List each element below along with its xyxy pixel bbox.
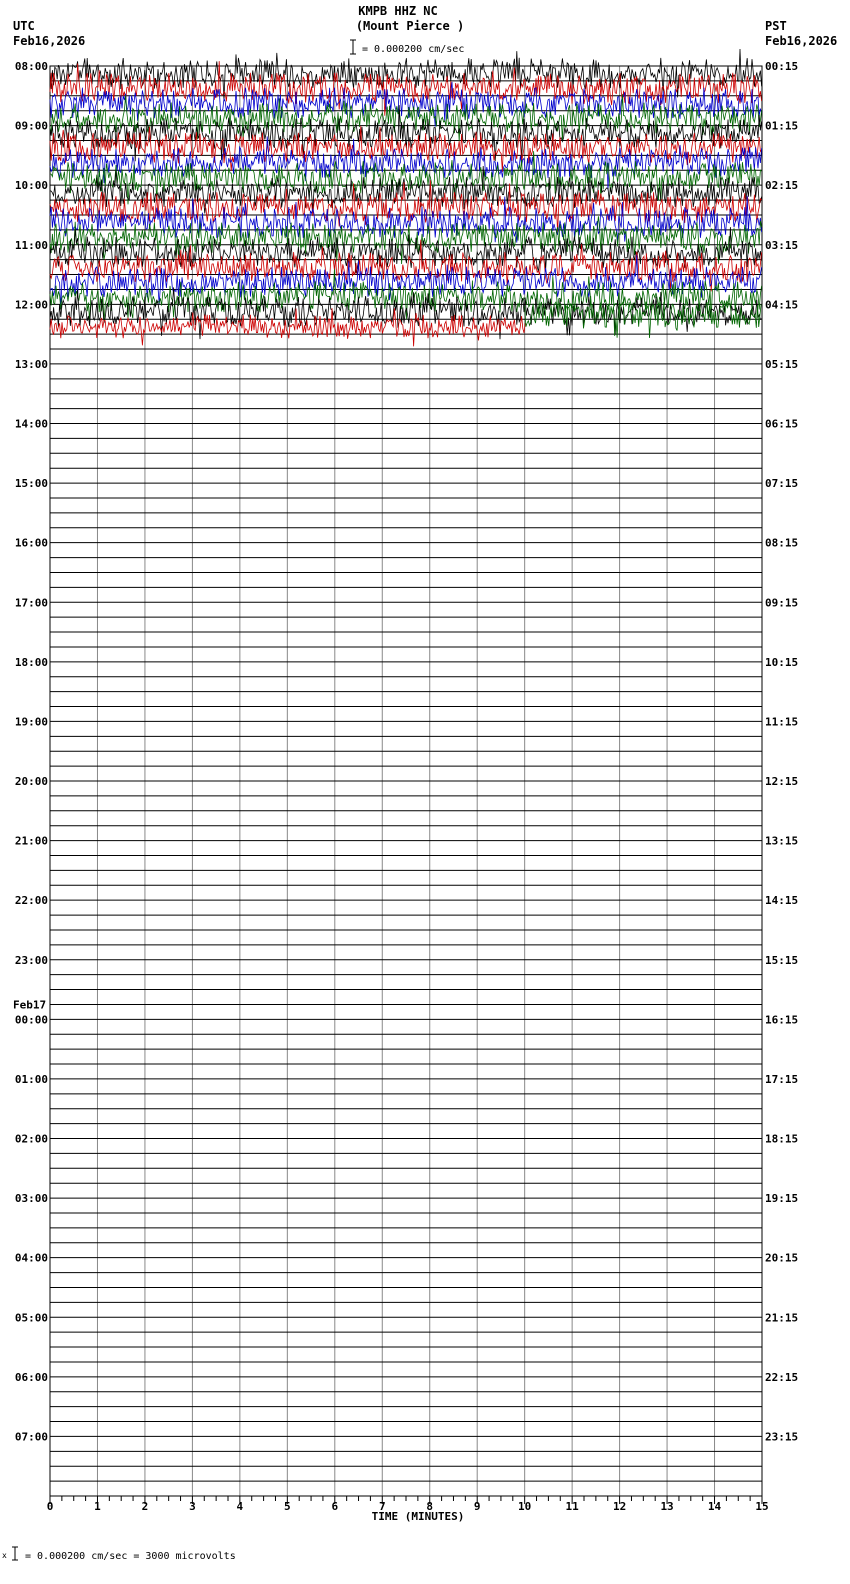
x-tick-label: 6 xyxy=(331,1500,339,1513)
x-tick-label: 15 xyxy=(755,1500,769,1513)
pst-hour-label: 14:15 xyxy=(765,894,799,908)
x-tick-label: 0 xyxy=(46,1500,54,1513)
pst-hour-label: 03:15 xyxy=(765,238,799,252)
x-tick-label: 9 xyxy=(473,1500,481,1513)
scale-bar-icon xyxy=(350,40,356,54)
utc-hour-label: 06:00 xyxy=(14,1370,48,1384)
pst-hour-label: 13:15 xyxy=(765,834,799,848)
pst-hour-label: 11:15 xyxy=(765,715,799,729)
x-tick-label: 4 xyxy=(236,1500,244,1513)
x-tick-label: 11 xyxy=(565,1500,579,1513)
trace-line xyxy=(50,61,762,115)
pst-hour-label: 08:15 xyxy=(765,536,799,550)
x-tick-label: 10 xyxy=(518,1500,532,1513)
svg-text:x: x xyxy=(2,1551,7,1560)
pst-date-label: Feb16,2026 xyxy=(765,34,838,48)
utc-hour-label: 14:00 xyxy=(14,417,48,431)
utc-hour-label: 13:00 xyxy=(14,357,48,371)
x-tick-label: 14 xyxy=(707,1500,722,1513)
utc-hour-label: 09:00 xyxy=(14,119,48,133)
utc-hour-label: 04:00 xyxy=(14,1251,48,1265)
footer-scale-label: = 0.000200 cm/sec = 3000 microvolts xyxy=(25,1551,236,1562)
x-tick-label: 5 xyxy=(284,1500,291,1513)
pst-hour-label: 21:15 xyxy=(765,1311,799,1325)
utc-hour-label: 11:00 xyxy=(14,238,48,252)
pst-time-labels xyxy=(765,60,798,1443)
x-tick-label: 3 xyxy=(189,1500,196,1513)
utc-hour-label: 22:00 xyxy=(14,894,48,908)
seismic-traces xyxy=(50,49,762,346)
utc-hour-label: 07:00 xyxy=(14,1430,48,1444)
utc-hour-label: 02:00 xyxy=(14,1132,48,1146)
utc-hour-label: 01:00 xyxy=(14,1072,48,1086)
utc-hour-label: 00:00 xyxy=(14,1013,48,1027)
pst-hour-label: 01:15 xyxy=(765,119,799,133)
utc-hour-label: 05:00 xyxy=(14,1311,48,1325)
pst-hour-label: 17:15 xyxy=(765,1072,799,1086)
utc-date-label: Feb16,2026 xyxy=(13,34,86,48)
pst-hour-label: 05:15 xyxy=(765,357,799,371)
x-tick-label: 13 xyxy=(660,1500,674,1513)
pst-hour-label: 06:15 xyxy=(765,417,799,431)
pst-hour-label: 04:15 xyxy=(765,298,799,312)
pst-hour-label: 15:15 xyxy=(765,953,799,967)
pst-hour-label: 20:15 xyxy=(765,1251,799,1265)
station-title: KMPB HHZ NC xyxy=(358,4,438,18)
utc-hour-label: 20:00 xyxy=(14,775,48,788)
x-tick-label: 7 xyxy=(378,1500,386,1513)
x-tick-label: 2 xyxy=(141,1500,149,1513)
utc-hour-label: 19:00 xyxy=(14,715,48,729)
utc-hour-label: 21:00 xyxy=(14,834,48,848)
utc-hour-label: 10:00 xyxy=(14,179,48,193)
x-tick-label: 12 xyxy=(612,1500,627,1513)
utc-hour-label: 03:00 xyxy=(14,1192,48,1206)
footer-scale-icon xyxy=(2,1547,18,1560)
pst-hour-label: 18:15 xyxy=(765,1132,799,1146)
utc-hour-label: 18:00 xyxy=(14,655,48,669)
pst-hour-label: 23:15 xyxy=(765,1430,799,1444)
utc-hour-label: 12:00 xyxy=(14,298,48,312)
pst-hour-label: 10:15 xyxy=(765,655,799,669)
x-axis-label: TIME (MINUTES) xyxy=(371,1510,465,1523)
date-change-label: Feb17 xyxy=(13,998,47,1012)
utc-hour-label: 17:00 xyxy=(14,596,48,610)
pst-hour-label: 22:15 xyxy=(765,1370,799,1384)
utc-time-labels xyxy=(13,60,48,1443)
pst-hour-label: 19:15 xyxy=(765,1192,799,1206)
pst-zone-label: PST xyxy=(765,19,787,33)
pst-hour-label: 09:15 xyxy=(765,596,799,610)
utc-hour-label: 08:00 xyxy=(14,60,48,73)
pst-hour-label: 16:15 xyxy=(765,1013,799,1027)
utc-hour-label: 15:00 xyxy=(14,477,48,491)
pst-hour-label: 00:15 xyxy=(765,60,799,73)
utc-hour-label: 23:00 xyxy=(14,953,48,967)
pst-hour-label: 07:15 xyxy=(765,477,799,491)
pst-hour-label: 02:15 xyxy=(765,179,799,193)
x-tick-label: 8 xyxy=(426,1500,434,1513)
scale-label: = 0.000200 cm/sec xyxy=(362,44,465,55)
utc-hour-label: 16:00 xyxy=(14,536,48,550)
station-location: (Mount Pierce ) xyxy=(355,19,465,33)
x-tick-label: 1 xyxy=(94,1500,101,1513)
utc-zone-label: UTC xyxy=(13,19,35,33)
pst-hour-label: 12:15 xyxy=(765,775,799,788)
